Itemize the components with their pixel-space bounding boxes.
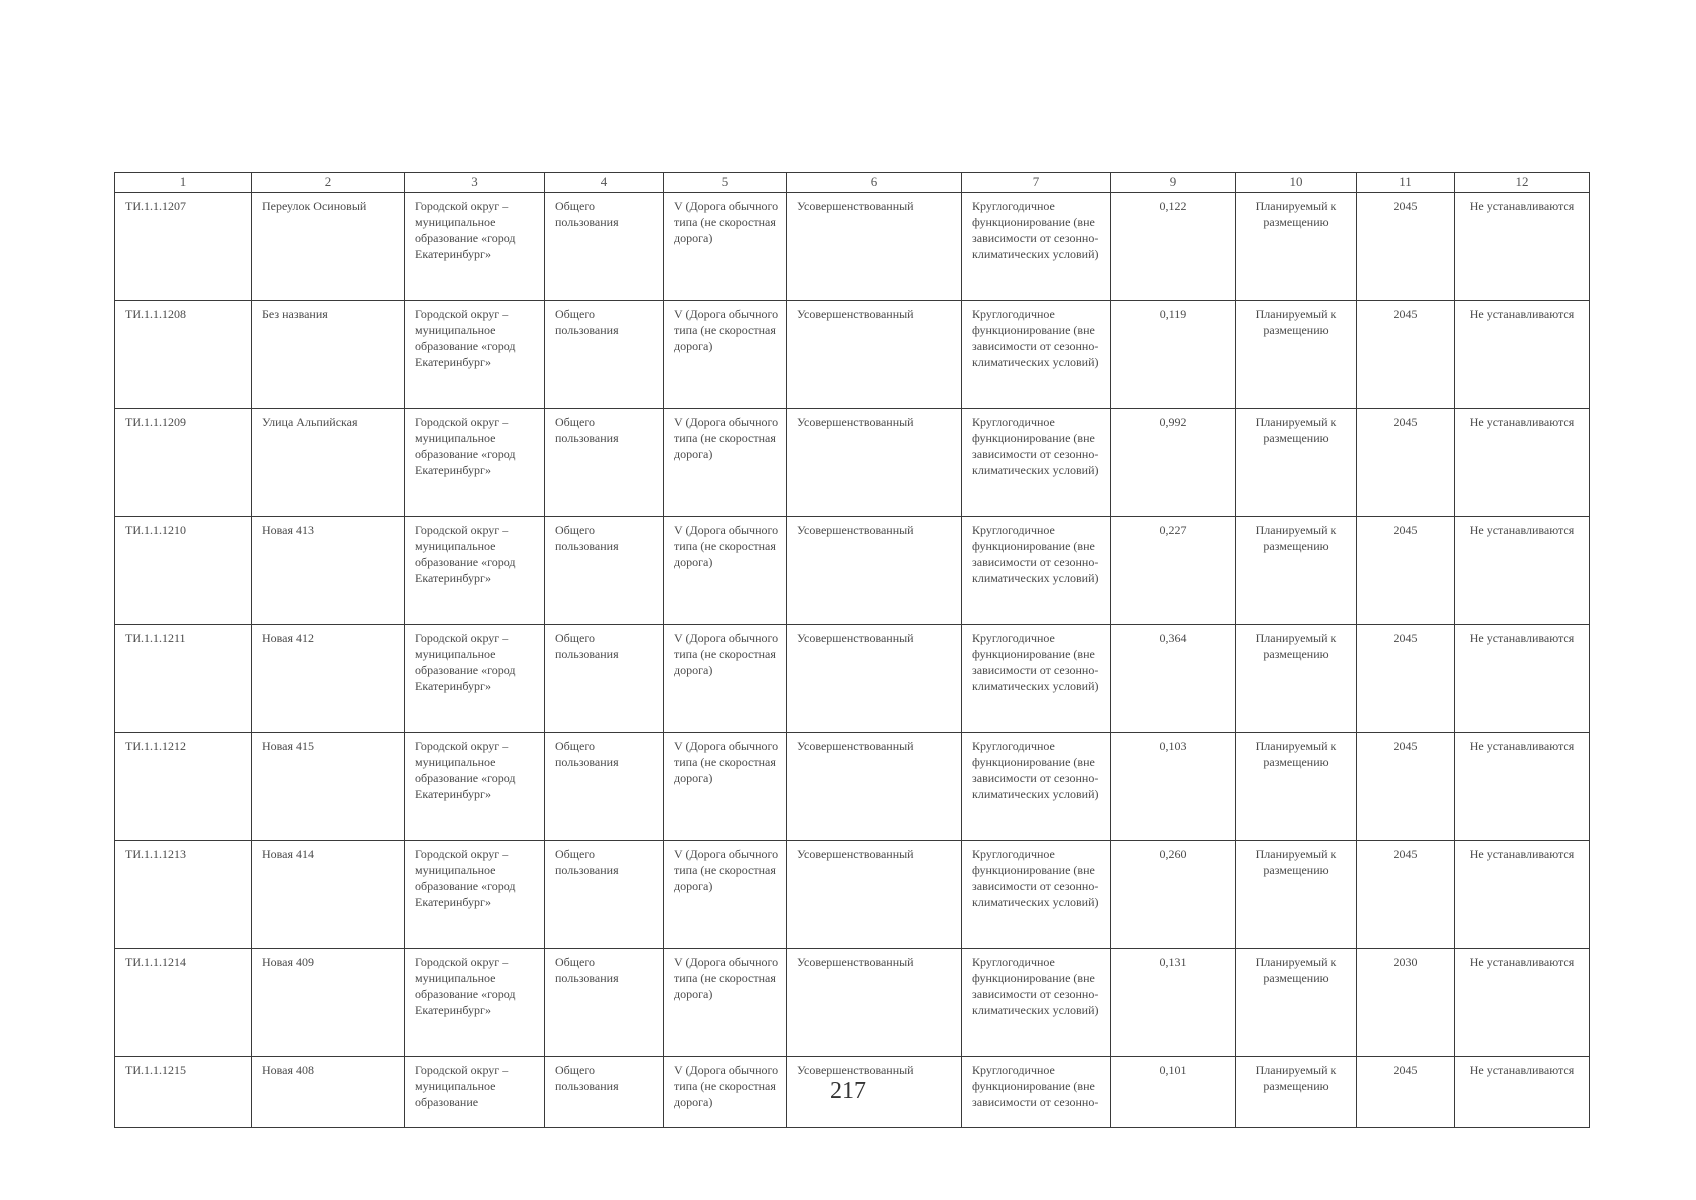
surface-type-cell: Усовершенствованный: [787, 1057, 962, 1128]
purpose-cell: Общего пользования: [545, 733, 664, 841]
status-cell: Планируемый к размещению: [1236, 1057, 1357, 1128]
column-header-2: 2: [252, 173, 405, 193]
zone-cell: Не устанавливаются: [1455, 517, 1590, 625]
year-cell: 2045: [1357, 733, 1455, 841]
road-class-cell: V (Дорога обычного типа (не скоростная дорога): [664, 625, 787, 733]
zone-cell: Не устанавливаются: [1455, 409, 1590, 517]
column-header-9: 9: [1111, 173, 1236, 193]
purpose-cell: Общего пользования: [545, 409, 664, 517]
year-cell: 2045: [1357, 301, 1455, 409]
object-code-cell: ТИ.1.1.1210: [115, 517, 252, 625]
length-cell: 0,260: [1111, 841, 1236, 949]
surface-type-cell: Усовершенствованный: [787, 301, 962, 409]
operation-mode-cell: Круглогодичное функционирование (вне зависимости от сезонно-: [962, 1057, 1111, 1128]
surface-type-cell: Усовершенствованный: [787, 733, 962, 841]
operation-mode-cell: Круглогодичное функционирование (вне зависимости от сезонно-климатических условий): [962, 625, 1111, 733]
table-row: [115, 193, 1590, 301]
year-cell: 2045: [1357, 193, 1455, 301]
municipality-cell: Городской округ – муниципальное образование «город Екатеринбург»: [405, 193, 545, 301]
surface-type-cell: Усовершенствованный: [787, 841, 962, 949]
purpose-cell: Общего пользования: [545, 301, 664, 409]
length-cell: 0,103: [1111, 733, 1236, 841]
zone-cell: Не устанавливаются: [1455, 1057, 1590, 1128]
column-header-10: 10: [1236, 173, 1357, 193]
year-cell: 2045: [1357, 841, 1455, 949]
municipality-cell: Городской округ – муниципальное образование «город Екатеринбург»: [405, 301, 545, 409]
object-code-cell: ТИ.1.1.1209: [115, 409, 252, 517]
road-class-cell: V (Дорога обычного типа (не скоростная дорога): [664, 409, 787, 517]
object-name-cell: Улица Альпийская: [252, 409, 405, 517]
status-cell: Планируемый к размещению: [1236, 517, 1357, 625]
surface-type-cell: Усовершенствованный: [787, 625, 962, 733]
object-name-cell: Новая 414: [252, 841, 405, 949]
road-class-cell: V (Дорога обычного типа (не скоростная дорога): [664, 841, 787, 949]
status-cell: Планируемый к размещению: [1236, 301, 1357, 409]
column-header-11: 11: [1357, 173, 1455, 193]
column-header-3: 3: [405, 173, 545, 193]
object-name-cell: Новая 415: [252, 733, 405, 841]
road-class-cell: V (Дорога обычного типа (не скоростная дорога): [664, 733, 787, 841]
year-cell: 2030: [1357, 949, 1455, 1057]
municipality-cell: Городской округ – муниципальное образование «город Екатеринбург»: [405, 949, 545, 1057]
object-code-cell: ТИ.1.1.1207: [115, 193, 252, 301]
objects-table: [114, 172, 1590, 1128]
zone-cell: Не устанавливаются: [1455, 301, 1590, 409]
object-name-cell: Без названия: [252, 301, 405, 409]
zone-cell: Не устанавливаются: [1455, 625, 1590, 733]
surface-type-cell: Усовершенствованный: [787, 949, 962, 1057]
year-cell: 2045: [1357, 517, 1455, 625]
length-cell: 0,131: [1111, 949, 1236, 1057]
zone-cell: Не устанавливаются: [1455, 193, 1590, 301]
length-cell: 0,364: [1111, 625, 1236, 733]
status-cell: Планируемый к размещению: [1236, 193, 1357, 301]
purpose-cell: Общего пользования: [545, 1057, 664, 1128]
road-class-cell: V (Дорога обычного типа (не скоростная дорога): [664, 949, 787, 1057]
column-header-12: 12: [1455, 173, 1590, 193]
year-cell: 2045: [1357, 1057, 1455, 1128]
object-code-cell: ТИ.1.1.1208: [115, 301, 252, 409]
object-name-cell: Новая 412: [252, 625, 405, 733]
road-class-cell: V (Дорога обычного типа (не скоростная дорога): [664, 301, 787, 409]
page-number: 217: [830, 1078, 866, 1104]
object-code-cell: ТИ.1.1.1213: [115, 841, 252, 949]
table-body: [115, 193, 1590, 1128]
zone-cell: Не устанавливаются: [1455, 733, 1590, 841]
object-name-cell: Новая 409: [252, 949, 405, 1057]
table-row: [115, 517, 1590, 625]
column-header-6: 6: [787, 173, 962, 193]
road-class-cell: V (Дорога обычного типа (не скоростная дорога): [664, 193, 787, 301]
status-cell: Планируемый к размещению: [1236, 625, 1357, 733]
municipality-cell: Городской округ – муниципальное образование «город Екатеринбург»: [405, 625, 545, 733]
surface-type-cell: Усовершенствованный: [787, 409, 962, 517]
object-code-cell: ТИ.1.1.1211: [115, 625, 252, 733]
surface-type-cell: Усовершенствованный: [787, 517, 962, 625]
length-cell: 0,122: [1111, 193, 1236, 301]
object-name-cell: Переулок Осиновый: [252, 193, 405, 301]
table-row: [115, 733, 1590, 841]
operation-mode-cell: Круглогодичное функционирование (вне зависимости от сезонно-климатических условий): [962, 949, 1111, 1057]
surface-type-cell: Усовершенствованный: [787, 193, 962, 301]
header-row: [115, 173, 1590, 193]
purpose-cell: Общего пользования: [545, 949, 664, 1057]
column-header-1: 1: [115, 173, 252, 193]
object-code-cell: ТИ.1.1.1215: [115, 1057, 252, 1128]
length-cell: 0,227: [1111, 517, 1236, 625]
operation-mode-cell: Круглогодичное функционирование (вне зависимости от сезонно-климатических условий): [962, 409, 1111, 517]
table-row: [115, 949, 1590, 1057]
object-code-cell: ТИ.1.1.1212: [115, 733, 252, 841]
table-row: [115, 625, 1590, 733]
status-cell: Планируемый к размещению: [1236, 841, 1357, 949]
object-name-cell: Новая 413: [252, 517, 405, 625]
municipality-cell: Городской округ – муниципальное образование «город Екатеринбург»: [405, 517, 545, 625]
length-cell: 0,992: [1111, 409, 1236, 517]
road-class-cell: V (Дорога обычного типа (не скоростная дорога): [664, 1057, 787, 1128]
column-header-4: 4: [545, 173, 664, 193]
purpose-cell: Общего пользования: [545, 625, 664, 733]
object-code-cell: ТИ.1.1.1214: [115, 949, 252, 1057]
column-header-7: 7: [962, 173, 1111, 193]
municipality-cell: Городской округ – муниципальное образование «город Екатеринбург»: [405, 409, 545, 517]
object-name-cell: Новая 408: [252, 1057, 405, 1128]
status-cell: Планируемый к размещению: [1236, 409, 1357, 517]
operation-mode-cell: Круглогодичное функционирование (вне зависимости от сезонно-климатических условий): [962, 733, 1111, 841]
table-row: [115, 841, 1590, 949]
operation-mode-cell: Круглогодичное функционирование (вне зависимости от сезонно-климатических условий): [962, 841, 1111, 949]
table-row: [115, 301, 1590, 409]
municipality-cell: Городской округ – муниципальное образование «город Екатеринбург»: [405, 733, 545, 841]
year-cell: 2045: [1357, 625, 1455, 733]
operation-mode-cell: Круглогодичное функционирование (вне зависимости от сезонно-климатических условий): [962, 301, 1111, 409]
zone-cell: Не устанавливаются: [1455, 949, 1590, 1057]
year-cell: 2045: [1357, 409, 1455, 517]
length-cell: 0,119: [1111, 301, 1236, 409]
road-class-cell: V (Дорога обычного типа (не скоростная дорога): [664, 517, 787, 625]
purpose-cell: Общего пользования: [545, 841, 664, 949]
municipality-cell: Городской округ – муниципальное образование: [405, 1057, 545, 1128]
status-cell: Планируемый к размещению: [1236, 733, 1357, 841]
operation-mode-cell: Круглогодичное функционирование (вне зависимости от сезонно-климатических условий): [962, 517, 1111, 625]
status-cell: Планируемый к размещению: [1236, 949, 1357, 1057]
purpose-cell: Общего пользования: [545, 193, 664, 301]
municipality-cell: Городской округ – муниципальное образование «город Екатеринбург»: [405, 841, 545, 949]
length-cell: 0,101: [1111, 1057, 1236, 1128]
column-header-5: 5: [664, 173, 787, 193]
operation-mode-cell: Круглогодичное функционирование (вне зависимости от сезонно-климатических условий): [962, 193, 1111, 301]
table-row: [115, 409, 1590, 517]
zone-cell: Не устанавливаются: [1455, 841, 1590, 949]
purpose-cell: Общего пользования: [545, 517, 664, 625]
